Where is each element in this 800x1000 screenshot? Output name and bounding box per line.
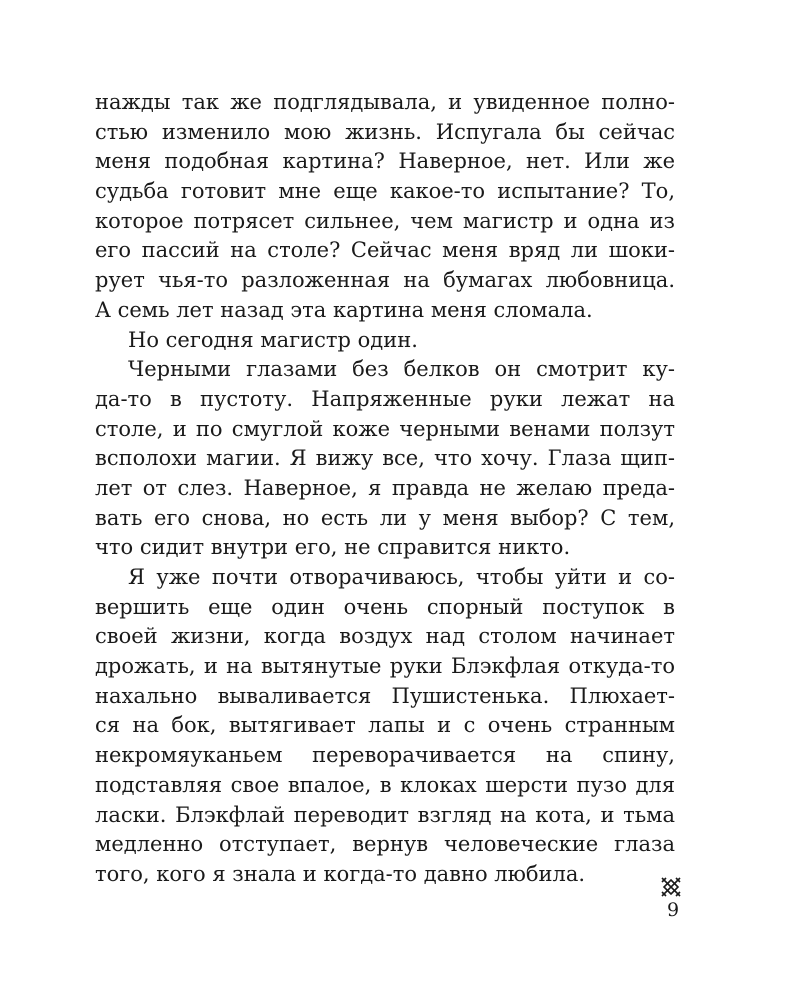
text-line: медленно отступает, вернув человеческие глаза <box>95 832 675 857</box>
text-line: судьба готовит мне еще какое-то испытание? То, <box>95 179 675 204</box>
text-line: дрожать, и на вытянутые руки Блэкфлая откуда-то <box>95 654 675 679</box>
text-line: нахально вываливается Пушистенька. Плюхает- <box>95 683 675 708</box>
text-line: того, кого я знала и когда-то давно любила. <box>95 861 586 886</box>
text-line: подставляя свое впалое, в клоках шерсти пузо для <box>95 772 675 797</box>
text-line: Я уже почти отворачиваюсь, чтобы уйти и со- <box>128 565 675 589</box>
text-line: вершить еще один очень спорный поступок в <box>95 594 675 619</box>
text-line: некромяуканьем переворачивается на спину, <box>95 743 675 768</box>
text-line: меня подобная картина? Наверное, нет. Или же <box>95 149 675 174</box>
text-line: А семь лет назад эта картина меня сломала. <box>95 297 593 322</box>
knot-ornament-icon <box>660 876 682 898</box>
text-line: ся на бок, вытягивает лапы и с очень странным <box>95 713 675 738</box>
text-line: стью изменило мою жизнь. Испугала бы сейчас <box>95 119 675 144</box>
text-line: что сидит внутри его, не справится никто. <box>95 535 571 560</box>
text-line: вать его снова, но есть ли у меня выбор? С тем, <box>95 505 675 530</box>
body-text <box>95 88 675 890</box>
text-line: всполохи магии. Я вижу все, что хочу. Глаза щип- <box>95 446 675 471</box>
text-line: рует чья-то разложенная на бумагах любовница. <box>95 268 675 293</box>
text-line: Но сегодня магистр один. <box>128 327 418 352</box>
text-line: которое потрясет сильнее, чем магистр и одна из <box>95 208 675 233</box>
text-line: Черными глазами без белков он смотрит ку- <box>128 357 675 382</box>
text-line: да-то в пустоту. Напряженные руки лежат на <box>95 386 675 411</box>
page-number: 9 <box>666 899 680 921</box>
text-line: своей жизни, когда воздух над столом начинает <box>95 624 675 649</box>
text-line: ласки. Блэкфлай переводит взгляд на кота, и тьма <box>95 802 675 827</box>
text-line: его пассий на столе? Сейчас меня вряд ли шоки- <box>95 238 675 263</box>
text-line: лет от слез. Наверное, я правда не желаю преда- <box>95 475 675 500</box>
text-line: столе, и по смуглой коже черными венами ползут <box>95 416 675 441</box>
text-line: нажды так же подглядывала, и увиденное полно- <box>95 90 675 114</box>
